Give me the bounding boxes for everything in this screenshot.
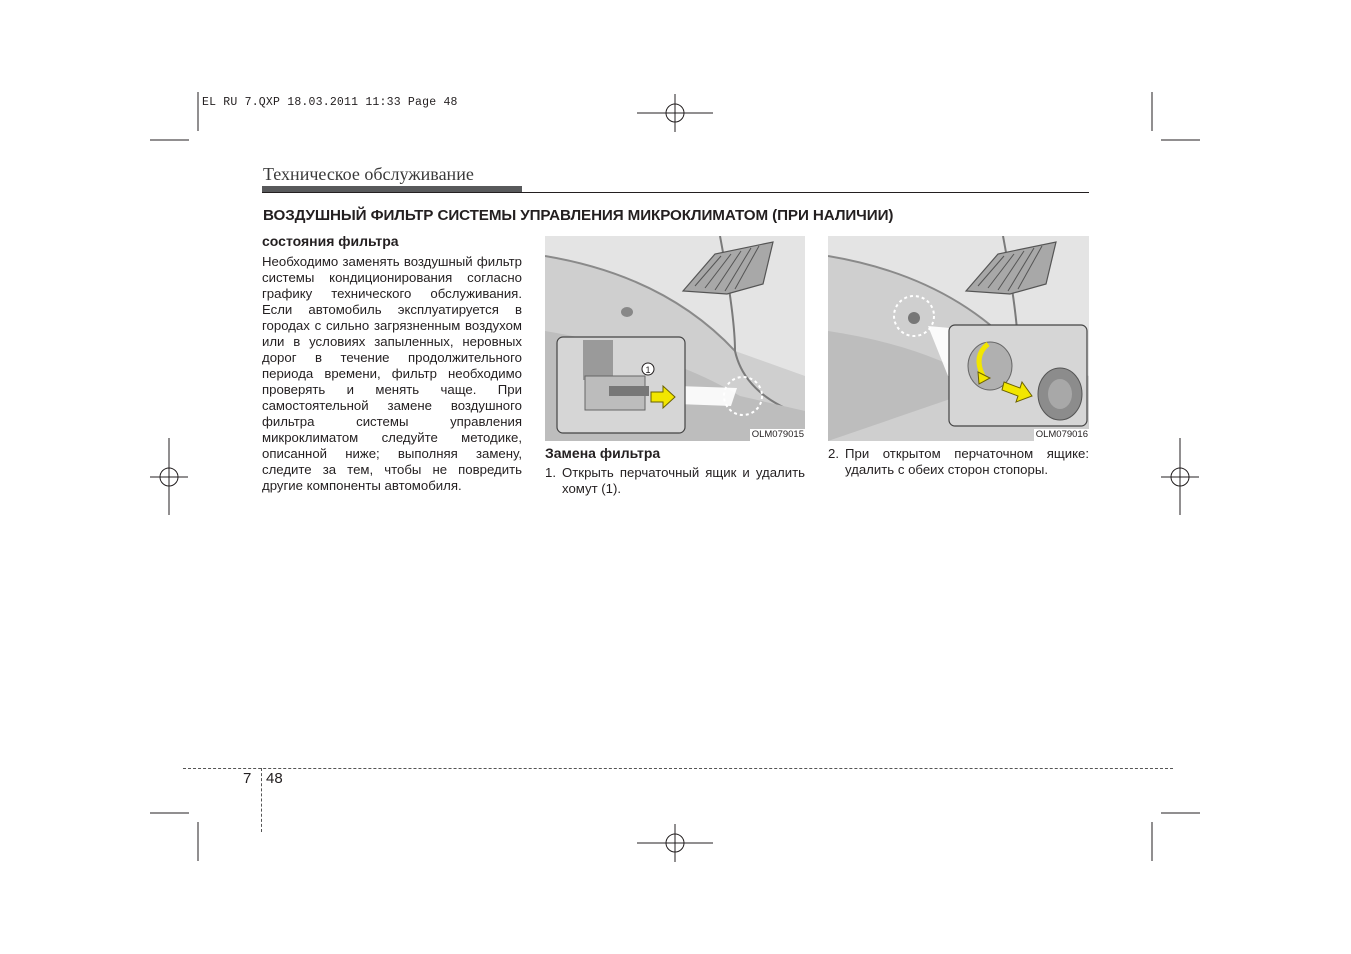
glovebox-clip-illustration xyxy=(545,236,805,441)
footer-divider xyxy=(261,768,262,832)
step-1-number: 1. xyxy=(545,465,556,480)
step-2 xyxy=(828,446,1089,478)
print-slug: EL RU 7.QXP 18.03.2011 11:33 Page 48 xyxy=(202,96,458,109)
figure1-code: OLM079015 xyxy=(751,429,804,440)
figure-glovebox-clip xyxy=(545,236,805,441)
figure-glovebox-stoppers xyxy=(828,236,1089,441)
step-2-number: 2. xyxy=(828,446,839,461)
glovebox-stopper-illustration xyxy=(828,236,1089,441)
step-1 xyxy=(545,465,805,497)
figure2-code: OLM079016 xyxy=(1035,429,1088,440)
step-1-text: Открыть перчаточный ящик и удалить хомут (1). xyxy=(562,465,805,496)
right-column xyxy=(828,446,1089,478)
section-title: Техническое обслуживание xyxy=(263,164,474,184)
step-2-text: При открытом перчаточном ящике: удалить с обеих сторон стопоры. xyxy=(845,446,1089,477)
callout-number-1: 1 xyxy=(645,365,651,375)
footer-rule xyxy=(183,768,1173,769)
chapter-number: 7 xyxy=(243,770,252,787)
page-heading: ВОЗДУШНЫЙ ФИЛЬТР СИСТЕМЫ УПРАВЛЕНИЯ МИКРОКЛИМАТОМ (ПРИ НАЛИЧИИ) xyxy=(263,207,894,224)
replace-filter-subheading: Замена фильтра xyxy=(545,445,661,461)
filter-condition-paragraph: Необходимо заменять воздушный фильтр системы кондиционирования согласно графику технического обслуживания. Если автомобиль эксплуатируется в городах с сильно загрязненным воздухом или в условиях запыленных, неровных дорог в течение продолжительного периода времени, фильтр необходимо проверять и менять чаще. При самостоятельной замене воздушного фильтра системы управления микроклиматом следуйте методике, описанной ниже; выполняя замену, следите за тем, чтобы не повредить другие компоненты автомобиля. xyxy=(262,254,522,493)
header-rule xyxy=(262,192,1089,193)
page-number: 48 xyxy=(266,770,283,787)
filter-condition-subheading: состояния фильтра xyxy=(262,233,399,249)
middle-column xyxy=(545,445,805,497)
left-column xyxy=(262,233,522,494)
